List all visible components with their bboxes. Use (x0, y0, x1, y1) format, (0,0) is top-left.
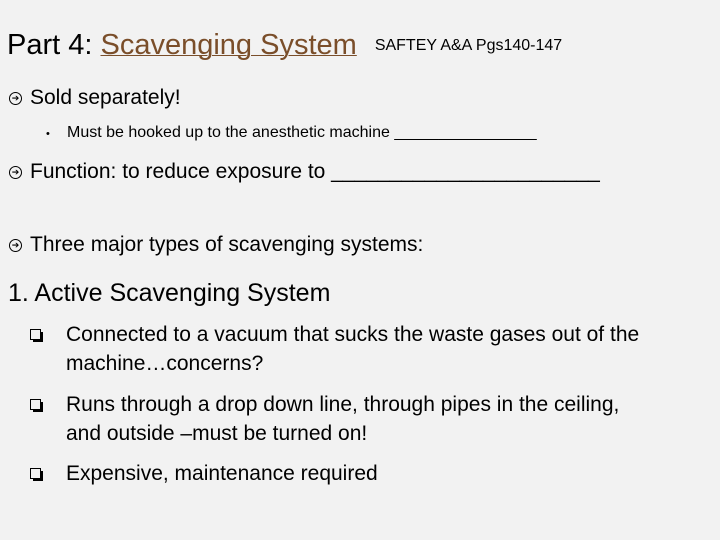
slide-title (7, 27, 562, 64)
list-item: Connected to a vacuum that sucks the waste gases out of the machine…concerns? (66, 323, 640, 375)
list-item: Expensive, maintenance required (66, 462, 378, 485)
title-reference: SAFTEY A&A Pgs140-147 (374, 37, 563, 54)
bullet-sold: Sold separately! (30, 86, 181, 109)
bullet-types: Three major types of scavenging systems: (30, 233, 424, 256)
square-checkbox-icon (30, 399, 42, 411)
square-checkbox-icon (30, 329, 42, 341)
list-item: Runs through a drop down line, through pipes in the ceiling, and outside –must be turned on! (66, 393, 620, 445)
square-checkbox-icon (30, 468, 42, 480)
section-heading: 1. Active Scavenging System (8, 279, 331, 307)
bullet-hooked-up: Must be hooked up to the anesthetic machine ________________ (67, 124, 537, 141)
bullet-function: Function: to reduce exposure to _______________________ (30, 160, 600, 183)
dot-icon: • (46, 128, 50, 140)
circled-arrow-icon: ➔ (9, 92, 22, 105)
title-accent: Scavenging System (100, 29, 357, 61)
circled-arrow-icon: ➔ (9, 166, 22, 179)
circled-arrow-icon: ➔ (9, 239, 22, 252)
title-prefix: Part 4: (7, 29, 101, 61)
